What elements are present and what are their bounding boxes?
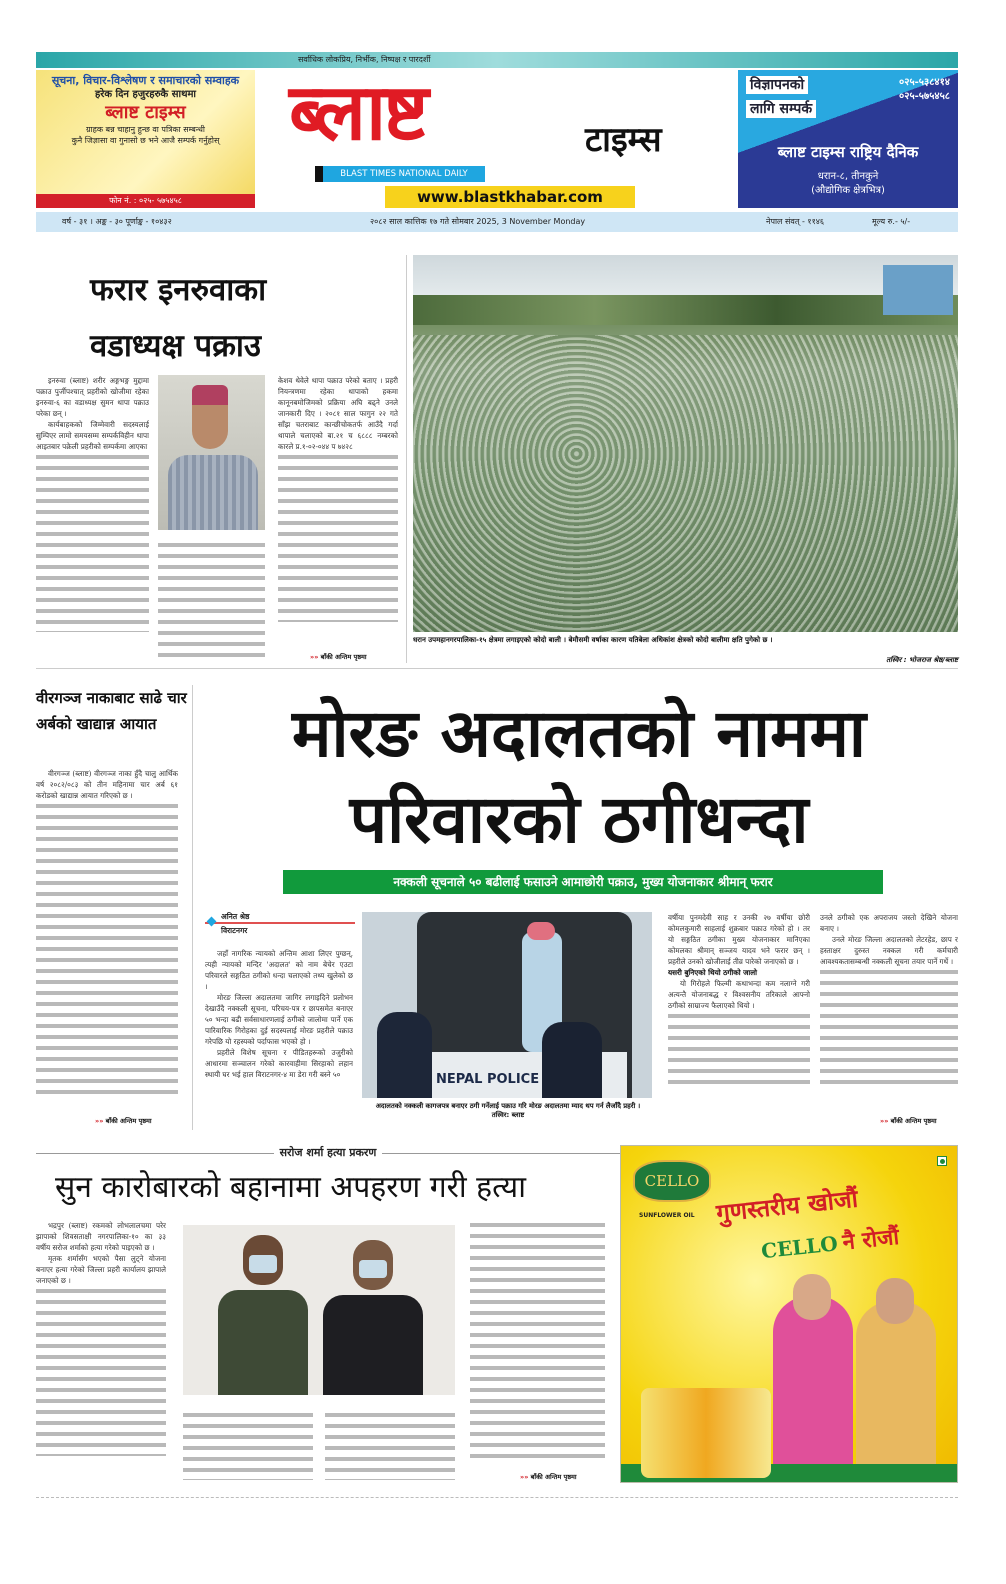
- photo-caption: अदालतको नक्कली कागजपत्र बनाएर ठगी गर्नेलाई पक्राउ गरि मोरङ अदालतमा म्याद थप गर्न लैजाँदै प्रहरी । तस्विर: ब्लाष्ट: [375, 1102, 641, 1119]
- veg-mark-icon: [937, 1156, 947, 1166]
- ad-phones: ०२५-५३८४१४ ०२५-५७५४५८: [899, 77, 950, 102]
- tagline-bar: [36, 52, 958, 68]
- story3-headline[interactable]: सुन कारोबारको बहानामा अपहरण गरी हत्या: [55, 1170, 526, 1205]
- photo-credit: तस्विर : भोजराज श्रेष्ठ/ब्लाष्ट: [886, 656, 958, 664]
- oil-bottles-image: [641, 1388, 771, 1478]
- lead-subhead: यसरी बुनिएको थियो ठगीको जालो: [668, 968, 758, 977]
- lead-continued[interactable]: »» बाँकी अन्तिम पृष्ठमा: [880, 1117, 937, 1125]
- story1-headline[interactable]: फरार इनरुवाका वडाध्यक्ष पक्राउ: [90, 272, 267, 364]
- story3-kicker: सरोज शर्मा हत्या प्रकरण: [36, 1145, 620, 1161]
- issue-date: २०८२ साल कात्तिक १७ गते सोमबार 2025, 3 November Monday: [370, 217, 586, 226]
- nepal-samvat: नेपाल संवत् - ११४६: [766, 217, 825, 226]
- lead-headline[interactable]: मोरङ अदालतको नाममा परिवारको ठगीधन्दा: [291, 694, 867, 858]
- ad-product: SUNFLOWER OIL: [639, 1212, 695, 1219]
- story3-col1: भद्रपुर (ब्लाष्ट) रकमको लोभलालचमा परेर झापाको शिवसताक्षी नगरपालिका-१० का ३३ वर्षीय सरोज शर्माको हत्या गरेको पाइएको छ । मृतक शर्मासँग भएको पैसा लुट्ने योजना बनाएर हत्या गरेको जिल्ला प्रहरी कार्यालय झापाले जनाएको छ ।: [36, 1220, 166, 1480]
- issue-info-bar: [36, 212, 958, 232]
- divider: [192, 685, 193, 1130]
- story1-col1: इनरुवा (ब्लाष्ट) शरीर अङ्गभङ्ग मुद्दामा पक्राउ पुर्जीपश्चात् प्रहरीको खोजीमा रहेका इनरुवा-६ का वडाध्यक्ष सुमन थापा पक्राउ परेका छन् । कार्यबाहकको जिम्मेवारी सदस्यलाई सुम्पिएर लामो समयसम्म सम्पर्कविहीन थापा आइतबार पक्रेली प्रहरीको सम्पर्कमा आएका: [36, 375, 149, 660]
- price: मूल्य रु.- ५/-: [872, 217, 911, 226]
- story1-col3: केशव थेवेले थापा पक्राउ परेको बताए । प्रहरी नियन्त्रणमा रहेका थापाको हकमा कानूनबमोजिमको प्रक्रिया अघि बढ्ने उनले जानकारी दिए । २०८१ साल फागुन २२ गते साँझ चतराबाट कान्छीचोकतर्फ आउँदै गर्दा थापाले चलाएको बा.२१ च ६८८८ नम्बरको कारले प्र.१-०२-०४४ प ७४२८: [278, 375, 398, 645]
- ad-brand: ब्लाष्ट टाइम्स: [105, 102, 186, 123]
- advertising-contact-box: [738, 70, 958, 208]
- ad-phone: फोन नं. : ०२५- ५७५४५८: [36, 194, 255, 208]
- volume-number: वर्ष - ३१ । अङ्क - ३० पूर्णाङ्क - १०४३२: [62, 217, 172, 226]
- story1-col2: [158, 540, 265, 660]
- cello-logo: CELLO: [633, 1160, 711, 1202]
- lead-subheadline: नक्कली सूचनाले ५० बढीलाई फसाउने आमाछोरी पक्राउ, मुख्य योजनाकार श्रीमान् फरार: [283, 870, 883, 894]
- ad-contact-label: विज्ञापनको: [746, 76, 808, 94]
- paper-name: ब्लाष्ट टाइम्स राष्ट्रिय दैनिक: [777, 143, 919, 161]
- ad-slogan: गुणस्तरीय खोजौं: [714, 1184, 860, 1228]
- ad-line: सूचना, विचार-विश्लेषण र समाचारको सम्वाहक: [51, 74, 240, 87]
- logo-sub: टाइम्स: [585, 120, 662, 160]
- address: धरान-८, तीनकुने (औद्योगिक क्षेत्रभित्र): [811, 171, 885, 196]
- tagline: सर्वाधिक लोकप्रिय, निर्भीक, निष्पक्ष र पारदर्शी: [298, 55, 431, 64]
- photo-caption: धरान उपमहानगरपालिका-१५ क्षेत्रमा लगाइएको कोदो बाली । बेमौसमी वर्षाका कारण यतिबेला अधिकांश क्षेत्रको कोदो बालीमा क्षति पुगेको छ ।: [413, 636, 773, 644]
- story1-continued[interactable]: »» बाँकी अन्तिम पृष्ठमा: [310, 653, 367, 661]
- masthead: [275, 70, 735, 210]
- lead-col3: उनले ठगीको एक अपराजय जस्तो देखिने योजना बनाए । उनले मोरङ जिल्ला अदालतको लेटरहेड, छाप र हस्ताक्षर दुरुस्त नक्कल गरी कर्मचारी आवश्यकतासम्बन्धी नक्कली सूचना तयार पार्ने गर्थे ।: [820, 912, 958, 1112]
- lead-byline: अनित श्रेष्ठ विराटनगर: [205, 912, 355, 936]
- story2-body: वीरगञ्ज (ब्लाष्ट) वीरगञ्ज नाका हुँदै चालु आर्थिक वर्ष २०८२/०८३ को तीन महिनामा चार अर्ब ६१ करोडको खाद्यान्न आयात गरिएको छ ।: [36, 768, 178, 1113]
- model-image: [856, 1301, 936, 1476]
- cello-oil-ad[interactable]: [620, 1145, 958, 1483]
- story2-continued[interactable]: »» बाँकी अन्तिम पृष्ठमा: [95, 1117, 152, 1125]
- registration-line: [36, 1497, 958, 1498]
- police-text: NEPAL POLICE: [436, 1072, 540, 1087]
- police-truck-photo: [362, 912, 652, 1098]
- ad-line: हरेक दिन हजुरहरुकै साथमा: [94, 89, 197, 100]
- divider: [406, 255, 407, 663]
- story3-continued[interactable]: »» बाँकी अन्तिम पृष्ठमा: [520, 1473, 577, 1481]
- ad-slogan: CELLO नै रोजौं: [760, 1224, 901, 1264]
- section-divider: [36, 668, 958, 669]
- website-url[interactable]: www.blastkhabar.com: [385, 186, 635, 208]
- story3-col3: [325, 1410, 455, 1480]
- story2-headline[interactable]: वीरगञ्ज नाकाबाट साढे चार अर्बको खाद्यान्न आयात: [36, 689, 187, 733]
- ad-line: ग्राहक बन्न चाहानु हुन्छ वा पत्रिका सम्बन्धी: [86, 125, 205, 134]
- model-image: [773, 1296, 853, 1476]
- story3-col2: [183, 1410, 313, 1480]
- suspects-photo: [183, 1225, 455, 1395]
- story1-portrait: [158, 375, 265, 530]
- millet-field-photo: [413, 255, 958, 632]
- logo-main: ब्लाष्ट: [289, 68, 426, 158]
- story3-col4: [470, 1220, 605, 1465]
- subscription-ad: [36, 70, 255, 208]
- ad-contact-label: लागि सम्पर्क: [746, 100, 816, 118]
- lead-col2: वर्षीया पुनमदेवी साह र उनकी २७ वर्षीया छोरी कोमलकुमारी साहलाई शुक्रबार पक्राउ गरेको हो । तर यो सङ्गठित ठगीका मुख्य योजनाकार मानिएका कोमलका श्रीमान् सञ्जय यादव भने फरार छन् । प्रहरीले उनको खोजीलाई तीव्र पारेको जनाएको छ । यसरी बुनिएको थियो ठगीको जालो यो गिरोहले फिल्मी कथाभन्दा कम नलाग्ने गरी अत्यन्तै योजनाबद्ध र विश्वसनीय तरिकाले आफ्नो ठगीको साम्राज्य फैलाएको थियो ।: [668, 912, 810, 1112]
- ad-line: कुनै जिज्ञासा वा गुनासो छ भने आजै सम्पर्क गर्नुहोस्: [71, 136, 220, 145]
- lead-col1: जहाँ नागरिक न्यायको अन्तिम आशा लिएर पुग्छन्, त्यही न्यायको मन्दिर 'अदालत' को नाम बेचेर एउटा परिवारले सङ्गठित ठगीको धन्दा चलाएको तथ्य खुलेको छ । मोरङ जिल्ला अदालतमा जागिर लगाइदिने प्रलोभन देखाउँदै नक्कली सूचना, परिचय-पत्र र छापसमेत बनाएर ५० भन्दा बढी सर्वसाधारणलाई ठगीको जालोमा पार्ने एक पारिवारिक गिरोहका दुई सदस्यलाई मोरङ प्रहरीले पक्राउ गरेपछि यो रहस्यको पर्दाफास भएको हो । प्रहरीले विशेष सूचना र पीडितहरूको उजुरीको आधारमा सञ्चालन गरेको कारवाहीमा सिरहाको लहान स्थायी घर भई हाल विराटनगर-४ मा डेरा गरी बस्ने ५०: [205, 949, 353, 1079]
- english-tagline: BLAST TIMES NATIONAL DAILY: [315, 166, 485, 182]
